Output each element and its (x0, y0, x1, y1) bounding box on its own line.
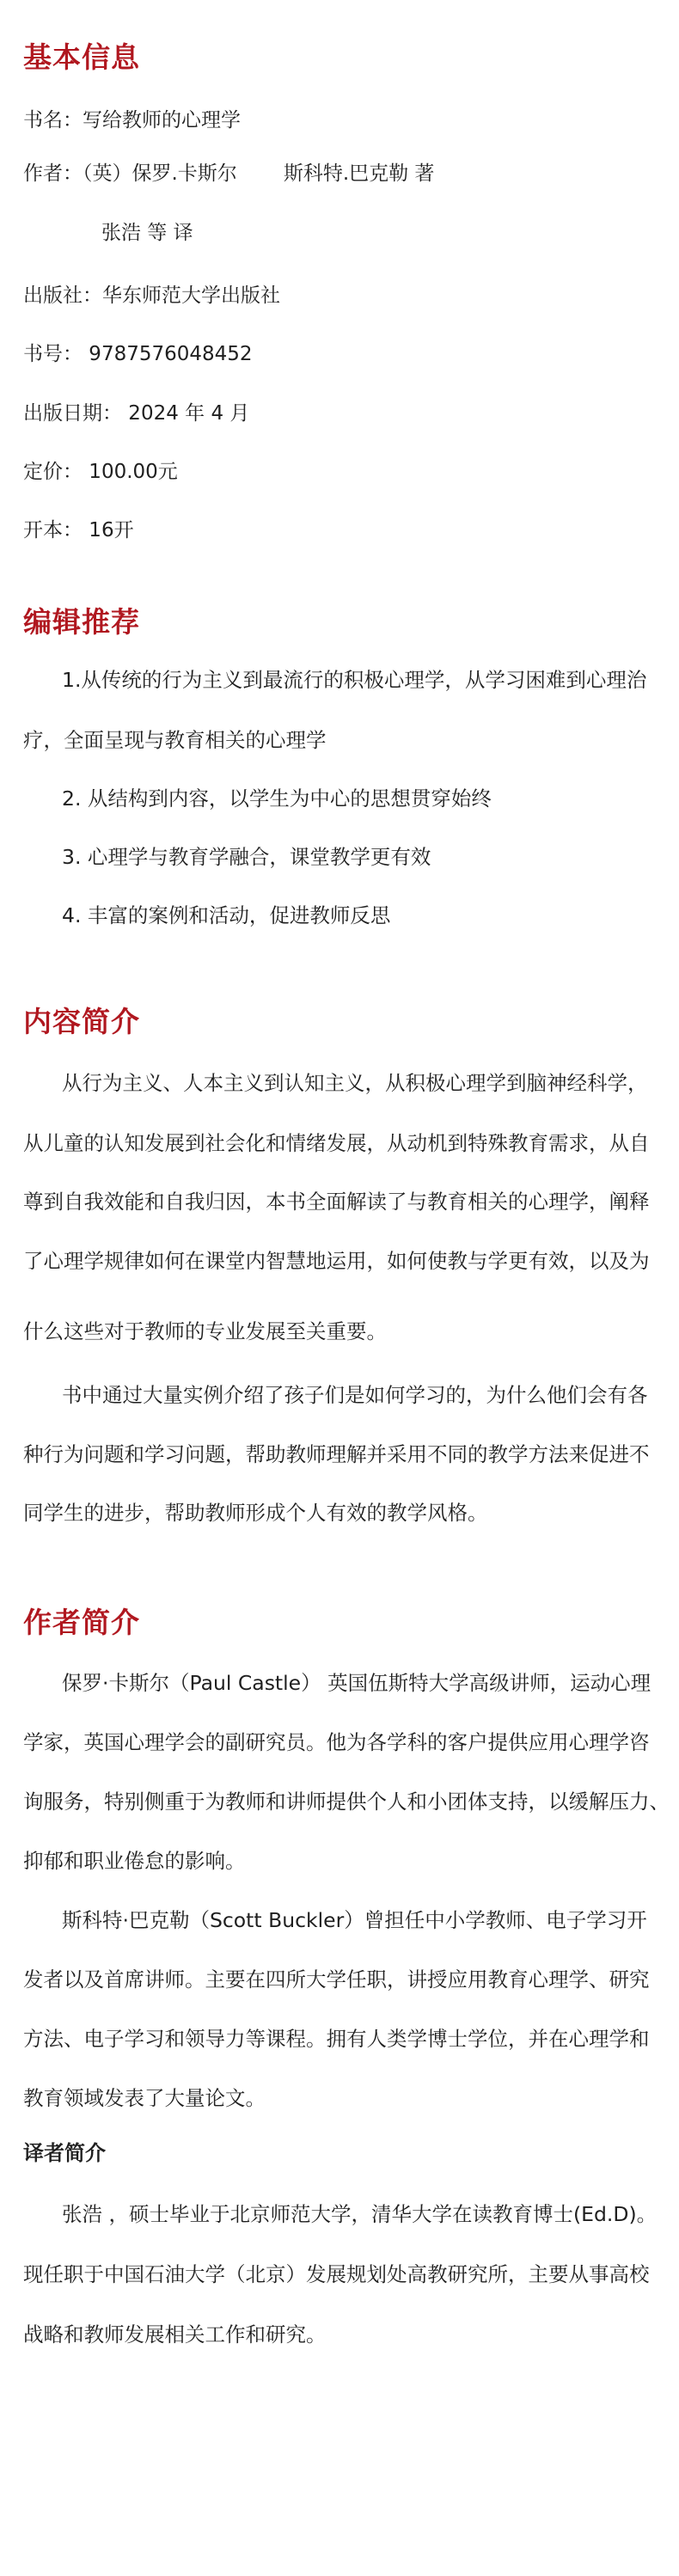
author-line: 斯科特·巴克勒（Scott Buckler）曾担任中小学教师、电子学习开 (62, 1908, 647, 1932)
summary-line: 种行为问题和学习问题，帮助教师理解并采用不同的教学方法来促进不 (23, 1442, 650, 1466)
translator-line: 现任职于中国石油大学（北京）发展规划处高教研究所，主要从事高校 (23, 2262, 650, 2286)
author-line: 抑郁和职业倦怠的影响。 (23, 1849, 246, 1873)
author-line: 保罗·卡斯尔（Paul Castle） 英国伍斯特大学高级讲师，运动心理 (62, 1671, 651, 1695)
author-line: 询服务，特别侧重于为教师和讲师提供个人和小团体支持，以缓解压力、 (23, 1790, 670, 1814)
author-line: 学家，英国心理学会的副研究员。他为各学科的客户提供应用心理学咨 (23, 1730, 650, 1754)
summary-line: 了心理学规律如何在课堂内智慧地运用，如何使教与学更有效，以及为 (23, 1249, 650, 1273)
isbn: 书号： 9787576048452 (23, 343, 253, 365)
section-heading-basic-info: 基本信息 (23, 40, 140, 74)
author-first: 作者：（英）保罗.卡斯尔 (23, 162, 237, 185)
author-second: 斯科特.巴克勒 著 (283, 162, 435, 185)
book-format: 开本： 16开 (23, 519, 134, 542)
section-heading-author-intro: 作者简介 (23, 1606, 140, 1639)
summary-line: 什么这些对于教师的专业发展至关重要。 (23, 1319, 387, 1343)
author-line: 发者以及首席讲师。主要在四所大学任职，讲授应用教育心理学、研究 (23, 1967, 650, 1992)
author-line: 方法、电子学习和领导力等课程。拥有人类学博士学位，并在心理学和 (23, 2027, 650, 2051)
translator-subheading: 译者简介 (23, 2141, 106, 2165)
recommend-item: 疗，全面呈现与教育相关的心理学 (23, 728, 327, 752)
recommend-item: 4. 丰富的案例和活动，促进教师反思 (62, 903, 391, 927)
translator-line: 张浩 等 译 (101, 222, 193, 244)
section-heading-editor-recommend: 编辑推荐 (23, 605, 140, 639)
translator-line: 张浩 ，硕士毕业于北京师范大学，清华大学在读教育博士(Ed.D)。 (62, 2202, 658, 2226)
price: 定价： 100.00元 (23, 461, 178, 483)
book-title: 书名：写给教师的心理学 (23, 109, 241, 132)
section-heading-content-summary: 内容简介 (23, 1005, 140, 1038)
recommend-item: 3. 心理学与教育学融合，课堂教学更有效 (62, 845, 431, 869)
author-line: 教育领域发表了大量论文。 (23, 2086, 266, 2110)
translator-line: 战略和教师发展相关工作和研究。 (23, 2322, 327, 2347)
summary-line: 书中通过大量实例介绍了孩子们是如何学习的，为什么他们会有各 (62, 1383, 648, 1407)
summary-line: 从行为主义、人本主义到认知主义，从积极心理学到脑神经科学， (62, 1071, 648, 1095)
summary-line: 从儿童的认知发展到社会化和情绪发展，从动机到特殊教育需求，从自 (23, 1131, 650, 1155)
recommend-item: 2. 从结构到内容，以学生为中心的思想贯穿始终 (62, 786, 492, 811)
summary-line: 尊到自我效能和自我归因，本书全面解读了与教育相关的心理学，阐释 (23, 1190, 650, 1214)
publish-date: 出版日期： 2024 年 4 月 (23, 402, 250, 425)
recommend-item: 1.从传统的行为主义到最流行的积极心理学，从学习困难到心理治 (62, 668, 647, 692)
author-line (23, 157, 434, 186)
summary-line: 同学生的进步，帮助教师形成个人有效的教学风格。 (23, 1501, 488, 1525)
publisher: 出版社：华东师范大学出版社 (23, 285, 280, 307)
